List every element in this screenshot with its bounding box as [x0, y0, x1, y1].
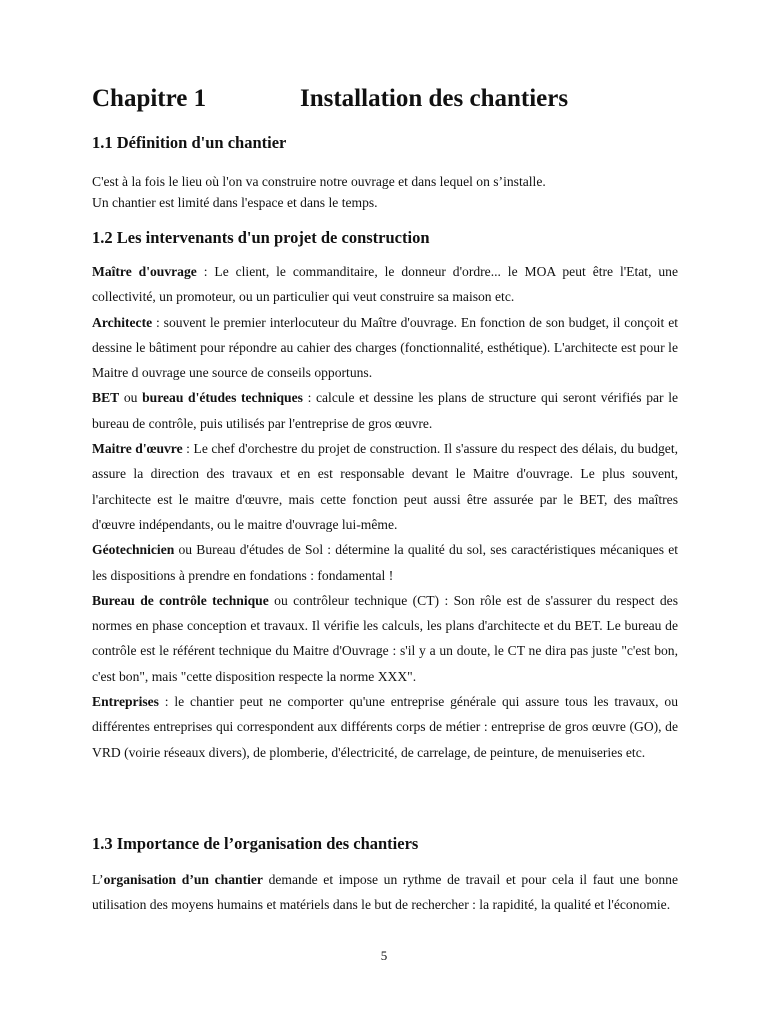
- desc-bureau-controle: ou contrôleur technique (CT) : Son rôle est de s'assurer du respect des normes en phase conception et travaux. Il vérifie les calculs, les plans d'architecte et du BET. Le bureau de contrôle est le référent technique du Maitre d'Ouvrage : s'il y a un doute, le CT ne dira pas juste "c'est bon, c'est bon", mais "cette disposition respecte la norme XXX".: [92, 592, 678, 684]
- term-bureau-etudes: bureau d'études techniques: [142, 390, 303, 406]
- entry-maitre-ouvrage: [92, 259, 678, 310]
- entry-entreprises: [92, 689, 678, 765]
- term-bet: BET: [92, 390, 120, 406]
- desc-geotechnicien: ou Bureau d'études de Sol : détermine la qualité du sol, ses caractéristiques mécaniques et les dispositions à prendre en fondations : fondamental !: [92, 542, 678, 583]
- section-1-2-body: [92, 259, 678, 765]
- chapter-label: Chapitre 1: [92, 85, 207, 112]
- desc-maitre-ouvrage: : Le client, le commanditaire, le donneur d'ordre... le MOA peut être l'Etat, une collectivité, un promoteur, ou un particulier qui veut construire sa maison etc.: [92, 264, 678, 305]
- entry-bureau-controle: [92, 588, 678, 689]
- term-organisation: organisation d’un chantier: [103, 872, 263, 887]
- section-1-3-body: [92, 867, 678, 918]
- section-1-2-heading: 1.2 Les intervenants d'un projet de construction: [92, 228, 430, 247]
- definition-line-2: Un chantier est limité dans l'espace et dans le temps.: [92, 195, 378, 210]
- definition-line-1: C'est à la fois le lieu où l'on va construire notre ouvrage et dans lequel on s’installe.: [92, 174, 546, 189]
- term-maitre-oeuvre: Maitre d'œuvre: [92, 441, 183, 457]
- desc-organisation: demande et impose un rythme de travail et pour cela il faut une bonne utilisation des moyens humains et matériels dans le but de rechercher : la rapidité, la qualité et l'économie.: [92, 872, 678, 913]
- term-geotechnicien: Géotechnicien: [92, 542, 175, 558]
- entry-geotechnicien: [92, 537, 678, 588]
- entry-maitre-oeuvre: [92, 436, 678, 537]
- term-maitre-ouvrage: Maître d'ouvrage: [92, 264, 197, 279]
- orga-prefix: L’: [92, 872, 104, 887]
- section-1-1-body: [92, 171, 678, 213]
- entry-bet: [92, 385, 678, 436]
- term-architecte: Architecte: [92, 314, 153, 330]
- term-entreprises: Entreprises: [92, 694, 159, 710]
- connector-bet: ou: [119, 390, 143, 406]
- section-1-1-heading: 1.1 Définition d'un chantier: [92, 133, 287, 152]
- page-number: 5: [380, 948, 388, 963]
- entry-architecte: [92, 310, 678, 386]
- desc-entreprises: : le chantier peut ne comporter qu'une entreprise générale qui assure tous les travaux, ou différentes entreprises qui correspondent aux différents corps de métier : entreprise de gros œuvre (GO), de VRD (voirie réseaux divers), de plomberie, d'électricité, de carrelage, de peinture, de menuiseries etc.: [92, 694, 678, 760]
- chapter-name: Installation des chantiers: [300, 85, 569, 112]
- desc-maitre-oeuvre: : Le chef d'orchestre du projet de construction. Il s'assure du respect des délais, du budget, assure la direction des travaux et en est responsable devant le Maitre d'ouvrage. Le plus souvent, l'architecte est le maitre d'œuvre, mais cette fonction peut aussi être assurée par le BET, des maîtres d'œuvre indépendants, ou le maitre d'ouvrage lui-même.: [92, 441, 678, 532]
- term-bureau-controle: Bureau de contrôle technique: [92, 592, 269, 608]
- chapter-title: [92, 84, 568, 114]
- section-1-3-heading: 1.3 Importance de l’organisation des chantiers: [92, 834, 419, 853]
- desc-bet: : calcule et dessine les plans de structure qui seront vérifiés par le bureau de contrôle, puis utilisés par l'entreprise de gros œuvre.: [92, 390, 679, 431]
- desc-architecte: : souvent le premier interlocuteur du Maître d'ouvrage. En fonction de son budget, il conçoit et dessine le bâtiment pour répondre au cahier des charges (fonctionnalité, esthétique). L'architecte est pour le Maitre d ouvrage une source de conseils opportuns.: [92, 314, 678, 381]
